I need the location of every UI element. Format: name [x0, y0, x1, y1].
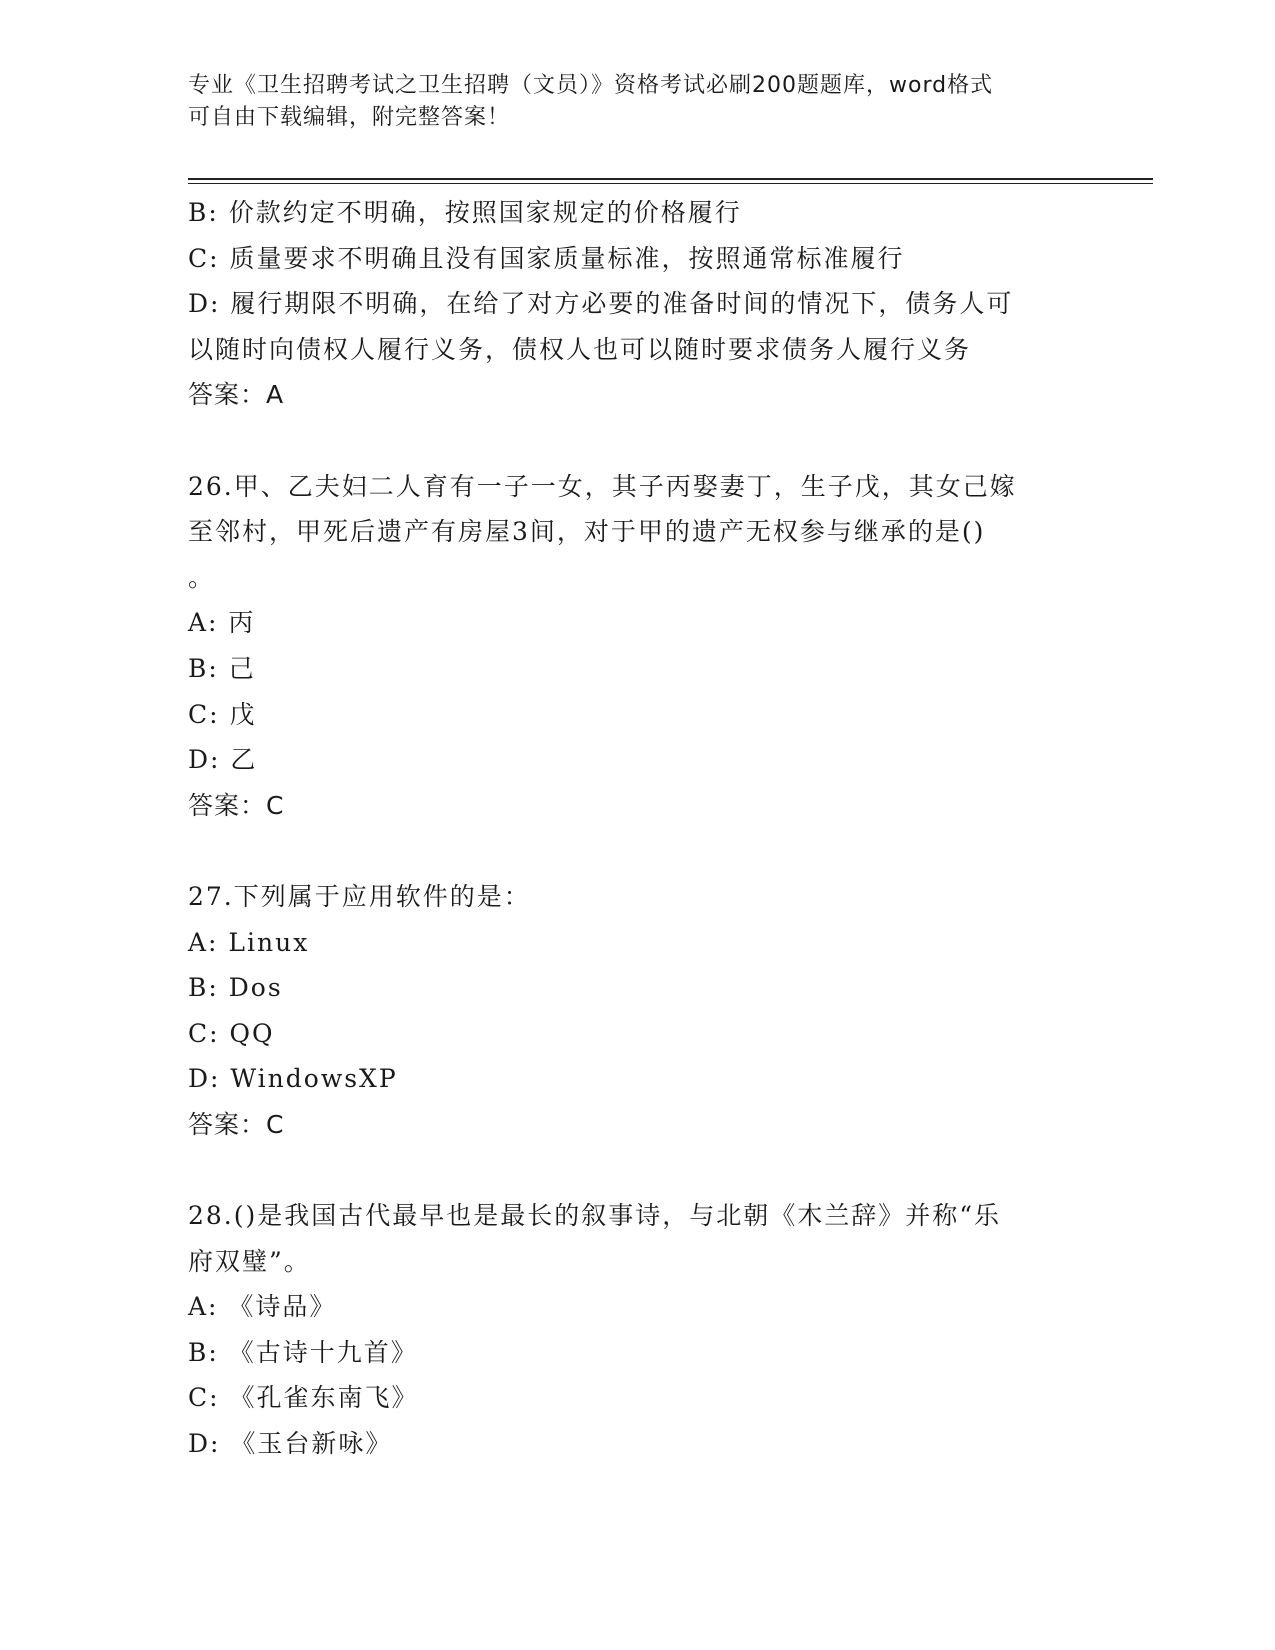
question-28 — [188, 1193, 1108, 1467]
option-d: D: WindowsXP — [188, 1064, 398, 1094]
question-stem-line-2: 至邻村，甲死后遗产有房屋3间，对于甲的遗产无权参与继承的是() — [188, 517, 986, 547]
option-a: A: Linux — [188, 927, 310, 957]
option-d: D: 《玉台新咏》 — [188, 1429, 393, 1459]
question-list — [188, 190, 1108, 1467]
option-b: B: Dos — [188, 973, 283, 1003]
question-25-continued — [188, 190, 1108, 418]
option-a: A: 丙 — [188, 608, 256, 638]
option-d: D: 乙 — [188, 745, 258, 775]
header-title-line-2: 可自由下载编辑，附完整答案！ — [188, 105, 511, 130]
option-b: B: 价款约定不明确，按照国家规定的价格履行 — [188, 198, 742, 227]
option-d-line-1: D: 履行期限不明确，在给了对方必要的准备时间的情况下，债务人可 — [188, 289, 1014, 319]
option-c: C: QQ — [188, 1018, 275, 1048]
question-stem: 27.下列属于应用软件的是： — [188, 881, 531, 911]
question-26 — [188, 464, 1108, 829]
answer: 答案：A — [188, 380, 285, 410]
header-divider-thin — [188, 183, 1153, 184]
option-d-line-2: 以随时向债权人履行义务，债权人也可以随时要求债务人履行义务 — [188, 334, 972, 364]
header-divider-thick — [188, 178, 1153, 180]
spacer — [188, 828, 1108, 874]
option-b: B: 己 — [188, 653, 256, 683]
answer: 答案：C — [188, 790, 285, 820]
option-b: B: 《古诗十九首》 — [188, 1337, 418, 1367]
header-title-line-1: 专业《卫生招聘考试之卫生招聘（文员）》资格考试必刷200题题库，word格式 — [188, 73, 994, 98]
spacer — [188, 1147, 1108, 1193]
question-27 — [188, 874, 1108, 1148]
option-c: C: 戊 — [188, 699, 257, 729]
page-header — [188, 70, 1088, 134]
option-c: C: 质量要求不明确且没有国家质量标准，按照通常标准履行 — [188, 243, 905, 273]
option-a: A: 《诗品》 — [188, 1292, 337, 1322]
question-stem-line-3: 。 — [188, 562, 216, 592]
answer: 答案：C — [188, 1109, 285, 1139]
question-stem-line-1: 26.甲、乙夫妇二人育有一子一女，其子丙娶妻丁，生子戊，其女己嫁 — [188, 471, 1017, 501]
question-stem-line-1: 28.()是我国古代最早也是最长的叙事诗，与北朝《木兰辞》并称“乐 — [188, 1201, 1002, 1231]
option-c: C: 《孔雀东南飞》 — [188, 1383, 419, 1413]
question-stem-line-2: 府双璧”。 — [188, 1246, 311, 1276]
spacer — [188, 418, 1108, 464]
